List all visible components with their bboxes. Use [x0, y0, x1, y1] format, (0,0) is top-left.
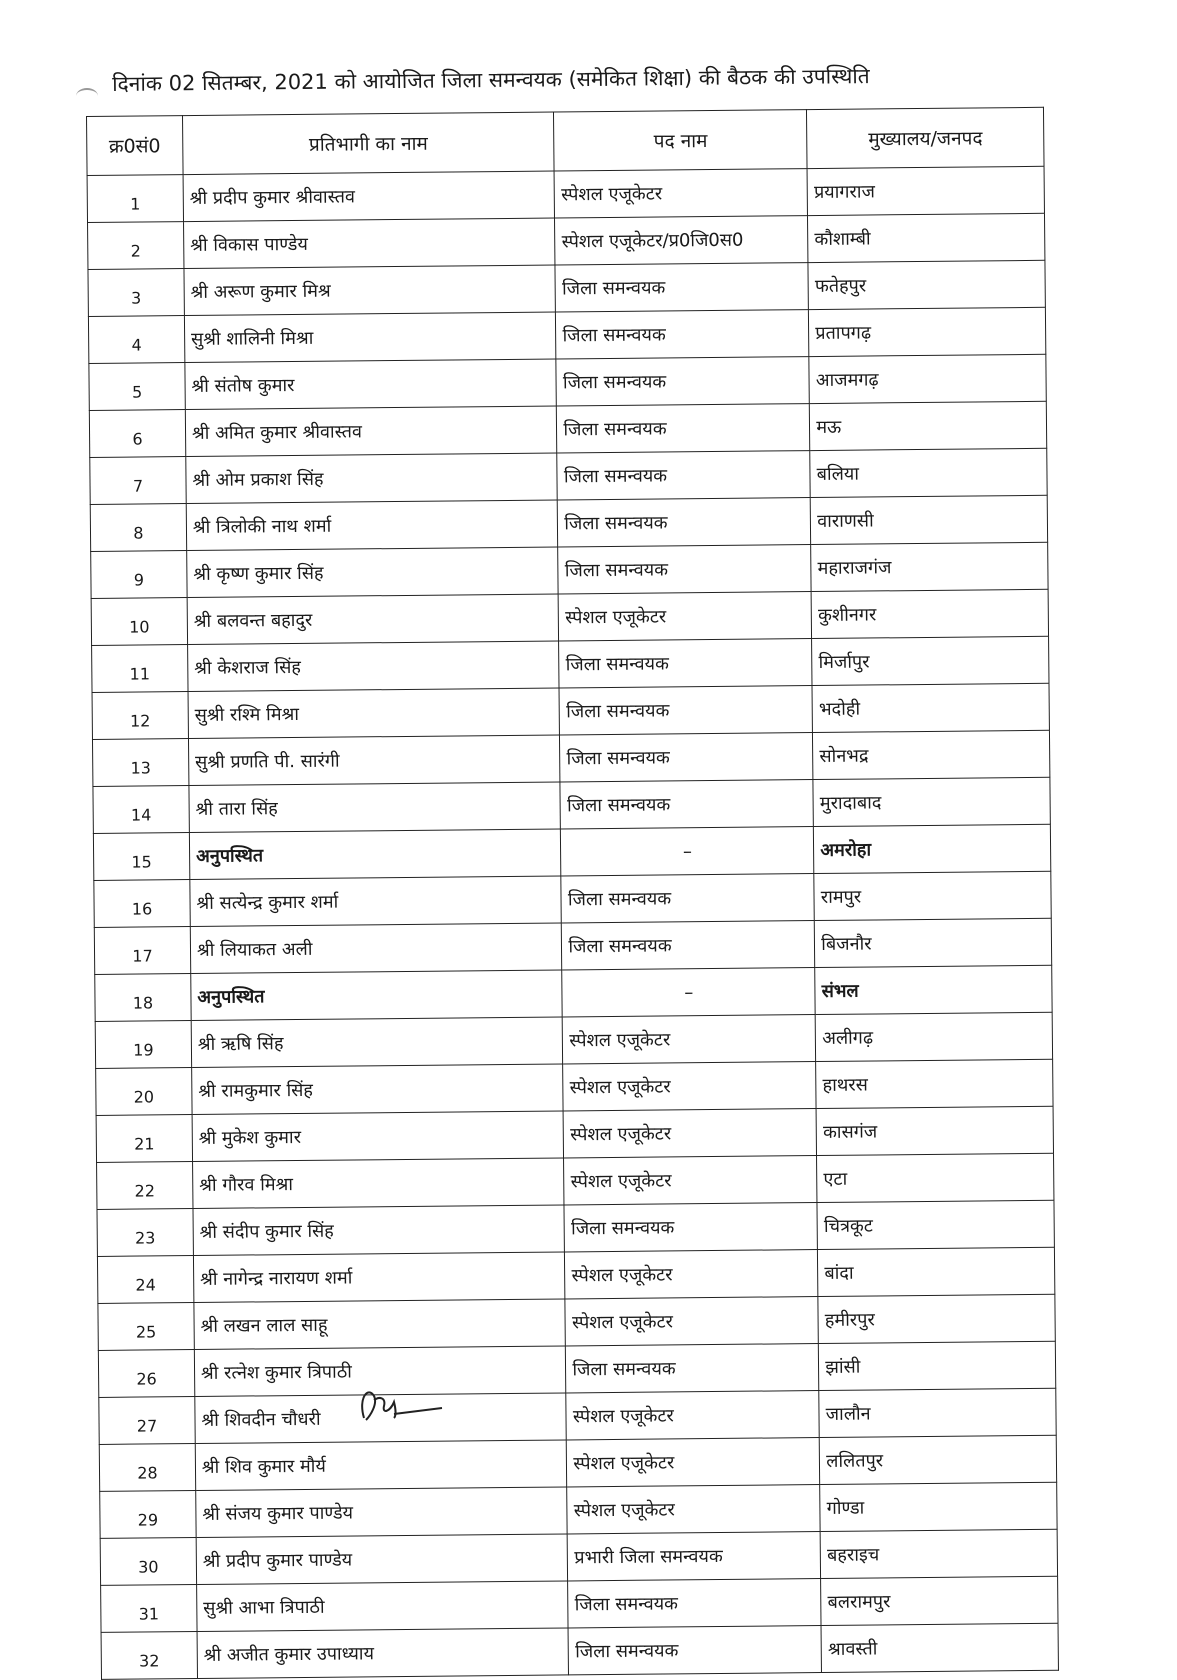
serial-cell: 10 — [91, 598, 187, 646]
serial-cell: 19 — [95, 1021, 191, 1069]
post-cell: जिला समन्वयक — [560, 780, 813, 829]
name-cell: श्री ऋषि सिंह — [191, 1017, 563, 1068]
hq-cell: महाराजगंज — [811, 542, 1048, 591]
serial-cell: 14 — [93, 786, 189, 834]
name-cell: सुश्री आभा त्रिपाठी — [197, 1581, 569, 1632]
serial-cell: 5 — [89, 363, 185, 411]
post-cell: जिला समन्वयक — [560, 733, 813, 782]
post-cell: स्पेशल एजूकेटर — [567, 1485, 820, 1534]
attendance-table — [86, 107, 1059, 1680]
post-cell: स्पेशल एजूकेटर — [554, 169, 807, 218]
name-cell: श्री रत्नेश कुमार त्रिपाठी — [194, 1346, 566, 1397]
serial-cell: 6 — [89, 410, 185, 458]
hq-cell: संभल — [815, 965, 1052, 1014]
name-cell: श्री रामकुमार सिंह — [192, 1064, 564, 1115]
serial-cell: 13 — [92, 739, 188, 787]
hq-cell: चित्रकूट — [817, 1200, 1054, 1249]
hq-cell: प्रतापगढ़ — [809, 307, 1046, 356]
name-cell: श्री बलवन्त बहादुर — [187, 594, 559, 645]
serial-cell: 21 — [96, 1115, 192, 1163]
serial-cell: 1 — [87, 175, 183, 223]
name-cell: श्री शिवदीन चौधरी — [195, 1393, 567, 1444]
serial-cell: 12 — [92, 692, 188, 740]
serial-cell: 17 — [94, 927, 190, 975]
post-cell: स्पेशल एजूकेटर — [566, 1391, 819, 1440]
header-serial: क्र0सं0 — [87, 116, 183, 176]
post-cell: जिला समन्वयक — [568, 1626, 821, 1675]
name-cell: श्री कृष्ण कुमार सिंह — [187, 547, 559, 598]
serial-cell: 22 — [97, 1162, 193, 1210]
post-cell: जिला समन्वयक — [564, 1203, 817, 1252]
serial-cell: 30 — [100, 1538, 196, 1586]
hq-cell: बलिया — [810, 448, 1047, 497]
post-cell: जिला समन्वयक — [562, 921, 815, 970]
hq-cell: झांसी — [819, 1341, 1056, 1390]
serial-cell: 8 — [90, 504, 186, 552]
name-cell: श्री प्रदीप कुमार श्रीवास्तव — [183, 171, 555, 222]
serial-cell: 7 — [90, 457, 186, 505]
serial-cell: 9 — [91, 551, 187, 599]
hq-cell: श्रावस्ती — [821, 1623, 1058, 1672]
name-cell: अनुपस्थित — [189, 829, 561, 880]
name-cell: श्री संतोष कुमार — [185, 359, 557, 410]
serial-cell: 28 — [99, 1444, 195, 1492]
hq-cell: जालौन — [819, 1388, 1056, 1437]
hq-cell: गोण्डा — [820, 1482, 1057, 1531]
hq-cell: बांदा — [818, 1247, 1055, 1296]
name-cell: श्री शिव कुमार मौर्य — [195, 1440, 567, 1491]
post-cell: जिला समन्वयक — [559, 686, 812, 735]
post-cell: स्पेशल एजूकेटर — [565, 1297, 818, 1346]
hq-cell: बहराइच — [820, 1529, 1057, 1578]
scan-mark — [76, 88, 98, 104]
serial-cell: 16 — [94, 880, 190, 928]
table-header-row — [87, 107, 1045, 175]
serial-cell: 11 — [92, 645, 188, 693]
serial-cell: 27 — [99, 1397, 195, 1445]
post-cell: जिला समन्वयक — [557, 404, 810, 453]
name-cell: श्री तारा सिंह — [189, 782, 561, 833]
name-cell: सुश्री रश्मि मिश्रा — [188, 688, 560, 739]
hq-cell: कौशाम्बी — [808, 213, 1045, 262]
serial-cell: 4 — [88, 316, 184, 364]
post-cell: जिला समन्वयक — [556, 357, 809, 406]
serial-cell: 26 — [98, 1350, 194, 1398]
name-cell: श्री लियाकत अली — [190, 923, 562, 974]
name-cell: श्री संदीप कुमार सिंह — [193, 1205, 565, 1256]
name-cell: श्री मुकेश कुमार — [192, 1111, 564, 1162]
name-cell: श्री गौरव मिश्रा — [192, 1158, 564, 1209]
post-cell: स्पेशल एजूकेटर — [564, 1156, 817, 1205]
hq-cell: कुशीनगर — [811, 589, 1048, 638]
serial-cell: 25 — [98, 1303, 194, 1351]
post-cell: स्पेशल एजूकेटर — [563, 1015, 816, 1064]
hq-cell: वाराणसी — [810, 495, 1047, 544]
name-cell: श्री लखन लाल साहू — [194, 1299, 566, 1350]
name-cell: श्री विकास पाण्डेय — [183, 218, 555, 269]
serial-cell: 20 — [96, 1068, 192, 1116]
hq-cell: भदोही — [812, 683, 1049, 732]
name-cell: श्री त्रिलोकी नाथ शर्मा — [186, 500, 558, 551]
hq-cell: रामपुर — [814, 871, 1051, 920]
serial-cell: 2 — [88, 222, 184, 270]
post-cell: स्पेशल एजूकेटर — [563, 1062, 816, 1111]
post-cell: स्पेशल एजूकेटर/प्र0जि0स0 — [555, 216, 808, 265]
post-cell: जिला समन्वयक — [561, 874, 814, 923]
post-cell: जिला समन्वयक — [558, 498, 811, 547]
hq-cell: मुरादाबाद — [813, 777, 1050, 826]
table-row — [101, 1623, 1058, 1679]
post-cell: स्पेशल एजूकेटर — [567, 1438, 820, 1487]
hq-cell: हमीरपुर — [818, 1294, 1055, 1343]
hq-cell: हाथरस — [816, 1059, 1053, 1108]
document-title: दिनांक 02 सितम्बर, 2021 को आयोजित जिला समन्वयक (समेकित शिक्षा) की बैठक की उपस्थिति — [112, 64, 870, 96]
name-cell: सुश्री शालिनी मिश्रा — [184, 312, 556, 363]
post-cell: जिला समन्वयक — [559, 639, 812, 688]
serial-cell: 3 — [88, 269, 184, 317]
hq-cell: बलरामपुर — [821, 1576, 1058, 1625]
name-cell: श्री अरूण कुमार मिश्र — [184, 265, 556, 316]
header-post: पद नाम — [554, 110, 807, 171]
name-cell: श्री नागेन्द्र नारायण शर्मा — [193, 1252, 565, 1303]
name-cell: सुश्री प्रणति पी. सारंगी — [188, 735, 560, 786]
post-cell: जिला समन्वयक — [558, 545, 811, 594]
name-cell: श्री सत्येन्द्र कुमार शर्मा — [190, 876, 562, 927]
serial-cell: 18 — [95, 974, 191, 1022]
hq-cell: अलीगढ़ — [815, 1012, 1052, 1061]
name-cell: अनुपस्थित — [191, 970, 563, 1021]
serial-cell: 31 — [101, 1585, 197, 1633]
post-cell: – — [561, 827, 814, 876]
hq-cell: प्रयागराज — [807, 166, 1044, 215]
hq-cell: मिर्जापुर — [812, 636, 1049, 685]
serial-cell: 32 — [101, 1632, 197, 1680]
post-cell: स्पेशल एजूकेटर — [559, 592, 812, 641]
name-cell: श्री अमित कुमार श्रीवास्तव — [185, 406, 557, 457]
serial-cell: 23 — [97, 1209, 193, 1257]
hq-cell: फतेहपुर — [808, 260, 1045, 309]
name-cell: श्री केशराज सिंह — [187, 641, 559, 692]
serial-cell: 29 — [100, 1491, 196, 1539]
hq-cell: बिजनौर — [815, 918, 1052, 967]
post-cell: जिला समन्वयक — [568, 1579, 821, 1628]
post-cell: स्पेशल एजूकेटर — [565, 1250, 818, 1299]
header-hq: मुख्यालय/जनपद — [807, 107, 1044, 168]
hq-cell: मऊ — [810, 401, 1047, 450]
post-cell: जिला समन्वयक — [556, 310, 809, 359]
hq-cell: एटा — [817, 1153, 1054, 1202]
name-cell: श्री अजीत कुमार उपाध्याय — [197, 1628, 569, 1679]
hq-cell: अमरोहा — [814, 824, 1051, 873]
serial-cell: 15 — [93, 833, 189, 881]
name-cell: श्री प्रदीप कुमार पाण्डेय — [196, 1534, 568, 1585]
post-cell: जिला समन्वयक — [557, 451, 810, 500]
hq-cell: आजमगढ़ — [809, 354, 1046, 403]
hq-cell: सोनभद्र — [813, 730, 1050, 779]
name-cell: श्री संजय कुमार पाण्डेय — [196, 1487, 568, 1538]
serial-cell: 24 — [97, 1256, 193, 1304]
name-cell: श्री ओम प्रकाश सिंह — [186, 453, 558, 504]
header-name: प्रतिभागी का नाम — [182, 112, 554, 175]
post-cell: प्रभारी जिला समन्वयक — [568, 1532, 821, 1581]
signature — [350, 1378, 450, 1428]
hq-cell: ललितपुर — [819, 1435, 1056, 1484]
post-cell: जिला समन्वयक — [566, 1344, 819, 1393]
hq-cell: कासगंज — [816, 1106, 1053, 1155]
post-cell: – — [562, 968, 815, 1017]
post-cell: जिला समन्वयक — [555, 263, 808, 312]
post-cell: स्पेशल एजूकेटर — [563, 1109, 816, 1158]
